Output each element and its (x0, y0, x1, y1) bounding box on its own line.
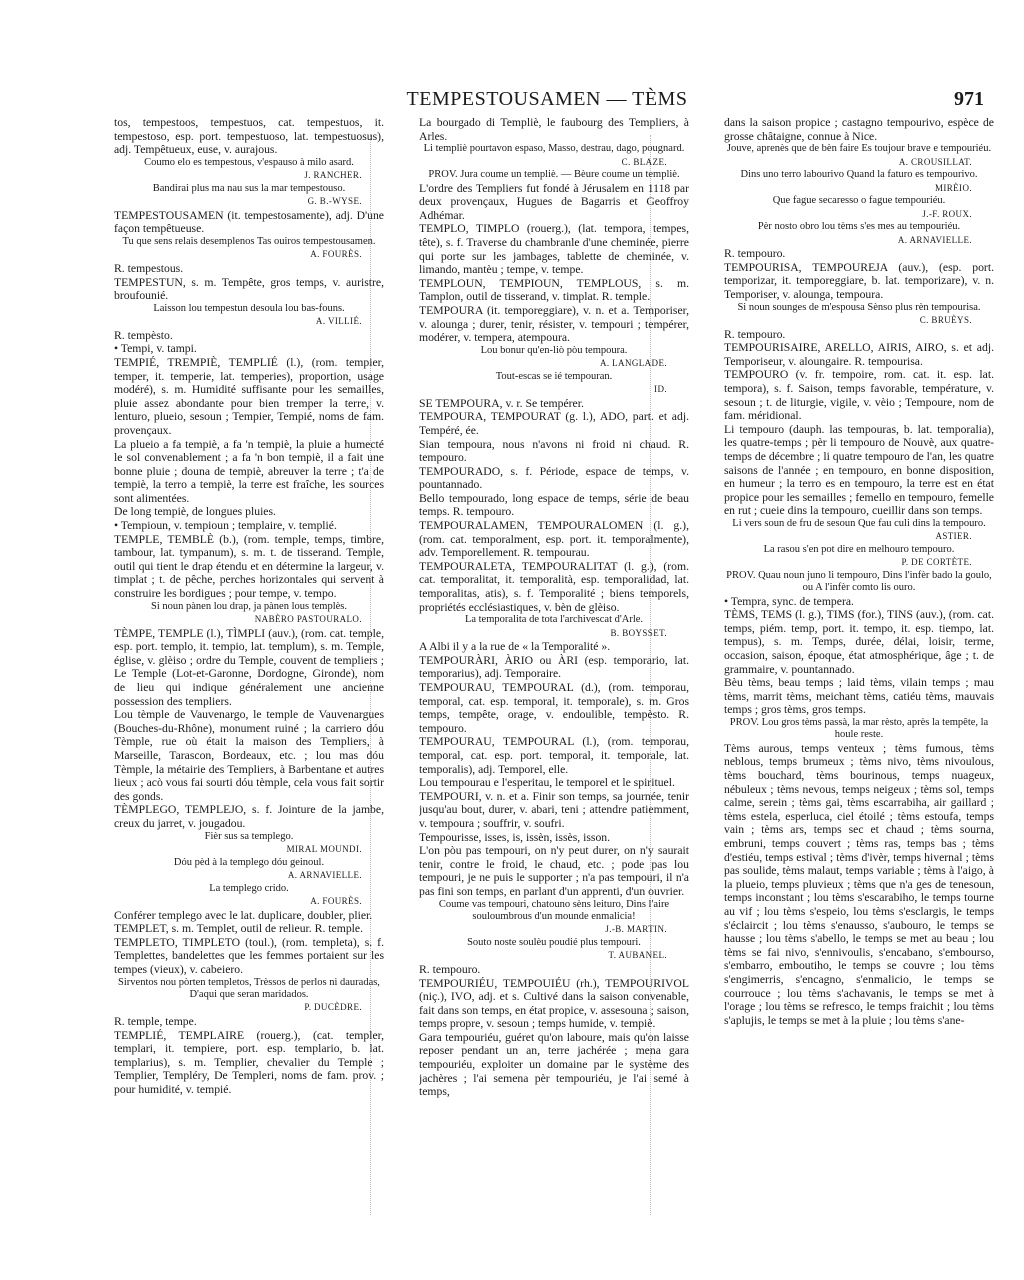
dictionary-entry: TÈMPLEGO, TEMPLEJO, s. f. Jointure de la jambe, creux du jarret, v. jougadou. (114, 803, 384, 830)
citation-author: ID. (654, 384, 667, 395)
citation: Tout-escas se ié tempouran. (495, 370, 613, 382)
dictionary-entry: R. temple, tempe. (114, 1014, 197, 1028)
citation-author: A. FOURÈS. (310, 249, 362, 260)
dictionary-entry: TEMPLET, s. m. Templet, outil de relieur. R. temple. (114, 922, 364, 936)
citation: Souto noste soulèu poudié plus tempouri. (467, 936, 641, 948)
citation-author: J.-F. ROUX. (922, 208, 972, 219)
citation: Dóu pèd à la templego dóu geinoul. (173, 856, 325, 868)
citation-author: B. BOYSSET. (610, 627, 667, 638)
dictionary-entry: Tèms aurous, temps venteux ; tèms fumous, tèms neblous, temps brumeux ; tèms nivo, tèms nivoulous, tèms bouchard, tèms bourinous, temps nuageux, nébuleux ; tèms nevous, temps neigeux ; tèms sol, temps calme, serein ; tèms gai, tèms escarrabiha, air gaillard ; tèms estela, esperluca, ciel étoilé ; tèms estoufa, temps vain ; tèms ars, temps sec et chaud ; tèms sourna, embruni, temps couvert ; tèms ras, temps bas ; tèms d'estiéu, temps estival ; tèms d'ivèr, temps hivernal ; tèms pas soulide, tèms malaut, temps variable ; tèms à l'aigo, à la plueio, temps pluvieux ; tèms que n'a ges de tenesoun, temps inconstant ; lou tèms s'escarabiho, le temps tourne au vif ; lou tèms s'espeio, lou tèms s'esclargis, le temps s'éclaircit ; lou tèms s'enausso, s'aubouro, le temps se hausse ; lou tèms s'abello, le temps se met au beau ; lou tèms se fai nivo, s'ennivoulis, s'encabano, s'embourso, s'embarro, emboutiho, le temps se couvre ; lou tèms s'engimerris, s'encagno, s'enmalicio, le temps se courrouce ; lou tèms s'achavanis, le temps se met à l'orage ; lou tèms se refresco, le temps fraichit ; lou tèms s'aplujis, le temps se met à la pluie ; lou tèms s'ane- (724, 741, 994, 1027)
citation: La temporalita de tota l'archivescat d'Arle. (464, 614, 644, 626)
dictionary-entry: R. tempèsto. (114, 328, 173, 342)
citation-author: C. BRUÈYS. (919, 314, 972, 325)
citation-author: A. ARNAVIELLE. (287, 869, 362, 880)
citation: Lou bonur qu'en-liò pòu tempoura. (480, 344, 628, 356)
dictionary-columns (114, 116, 994, 1236)
dictionary-entry: TEMPOURIÉU, TEMPOUIÉU (rh.), TEMPOURIVOL (niç.), IVO, adj. et s. Cultivé dans la saison convenable, fait dans son temps, en état propice, v. assesouna ; saison, temps propre, v. sesoun ; temps humide, v. tempiè. (419, 976, 689, 1031)
dictionary-entry: • Tempra, sync. de tempera. (724, 594, 854, 608)
dictionary-entry: dans la saison propice ; castagno tempourivo, espèce de grosse châtaigne, connue à Nice. (724, 116, 994, 143)
dictionary-entry: TEMPOURO (v. fr. tempoire, rom. cat. it. esp. lat. tempora), s. f. Saison, temps favorable, température, v. sesoun ; t. de liturgie, vigile, v. vèio ; Tempoure, nom de fam. méridional. (724, 368, 994, 423)
column-middle (419, 116, 689, 1236)
citation: Si noun sounges de m'espousa Sènso plus rèn tempourisa. (737, 301, 981, 313)
dictionary-entry: Bèu tèms, beau temps ; laid tèms, vilain temps ; mau tèms, marrit tèms, meichant tèms, catiéu tèms, mauvais temps ; gros tèms, gros temps. (724, 676, 994, 717)
dictionary-entry: TEMPOURISAIRE, ARELLO, AIRIS, AIRO, s. et adj. Temporiseur, v. aloungaire. R. tempourisa. (724, 341, 994, 368)
dictionary-entry: TÈMS, TEMS (l. g.), TIMS (for.), TINS (auv.), (rom. cat. temps, piém. temp, port. it. tempo, it. esp. tiempo, lat. tempus), s. m. Temps, durée, délai, loisir, terme, occasion, saison, époque, état atmosphérique, âge ; t. de grammaire, v. pountannado. (724, 608, 994, 676)
dictionary-entry: TEMPOURADO, s. f. Période, espace de temps, v. pountannado. (419, 464, 689, 492)
page-number: 971 (954, 88, 984, 110)
citation-author: A. CROUSILLAT. (898, 156, 972, 167)
dictionary-entry: • Tempioun, v. tempioun ; templaire, v. templié. (114, 519, 337, 533)
dictionary-entry: SE TEMPOURA, v. r. Se tempérer. (419, 396, 584, 410)
dictionary-entry: TEMPLO, TIMPLO (rouerg.), (lat. tempora, tempes, tête), s. f. Traverse du chambranle d'une cheminée, pierre qui porte sur les jambages, tablette de cheminée, v. limando, mantèu ; tempe, v. tempe. (419, 222, 689, 277)
citation: PROV. Jura coume un templiè. — Bèure coume un templiè. (428, 169, 680, 181)
citation: Si noun pànen lou drap, ja pànen lous templès. (151, 600, 347, 612)
dictionary-entry: TEMPESTOUSAMEN (it. tempestosamente), adj. D'une façon tempêtueuse. (114, 208, 384, 236)
dictionary-entry: Gara tempouriéu, guéret qu'on laboure, mais qu'on laisse reposer pendant un an, terre jachérée ; mena gara tempouriéu, exploiter un domaine par le système des jachères ; l'ai semena pèr tempouriéu, je l'ai semé à temps, (419, 1030, 689, 1099)
page-header (110, 88, 984, 114)
dictionary-entry: L'ordre des Templiers fut fondé à Jérusalem en 1118 par deux provençaux, Hugues de Bagarris et Geoffroy Adhémar. (419, 181, 689, 222)
dictionary-entry: TEMPLIÉ, TEMPLAIRE (rouerg.), (cat. templer, templari, it. tempiere, port. esp. templario, b. lat. templarius), s. m. Templier, chevalier du Temple ; Templier, Templéry, De Templeri, noms de fam. prov. ; pour humidité, v. tempié. (114, 1028, 384, 1096)
citation-author: P. DE CORTÈTE. (901, 557, 972, 568)
citation: Coume vas tempouri, chatouno sèns leituro, Dins l'aire souloumbrous d'un mounde enmalicia! (438, 898, 670, 922)
column-left (114, 116, 384, 1236)
citation: La templego crido. (209, 882, 289, 894)
dictionary-entry: TEMPOURA (it. temporeggiare), v. n. et a. Temporiser, v. alounga ; durer, tenir, résister, v. tempouri ; tempérer, modérer, v. tempera, atempoura. (419, 303, 689, 345)
citation: Bandirai plus ma nau sus la mar tempestouso. (152, 182, 346, 194)
dictionary-entry: De long tempiè, de longues pluies. (114, 505, 276, 519)
dictionary-entry: Conférer templego avec le lat. duplicare, doubler, plier. (114, 908, 373, 922)
dictionary-entry: Sian tempoura, nous n'avons ni froid ni chaud. R. tempouro. (419, 437, 689, 465)
running-title: TEMPESTOUSAMEN — TÈMS (406, 88, 688, 110)
citation-author: A. LANGLADE. (599, 358, 667, 369)
dictionary-entry: Li tempouro (dauph. las tempouras, b. lat. temporalia), les quatre-temps ; pèr li tempouro de Nouvè, aux quatre-temps de décembre ; li quatre tempouro de l'an, les quatre saisons de l'année ; en tempouro, en bonne disposition, en humeur ; la terro es en tempouro, la terre est en état propice pour les semailles ; femello en tempouro, femelle en rut ; cueie dins la tempouro, cueillir dans son temps. (724, 422, 994, 518)
dictionary-entry: R. tempestous. (114, 261, 184, 275)
citation-author: MIRAL MOUNDI. (286, 843, 362, 854)
citation: Dins uno terro labourivo Quand la faturo es tempourivo. (740, 169, 978, 181)
dictionary-entry: TEMPIÉ, TREMPIÈ, TEMPLIÉ (l.), (rom. tempier, temper, it. temperie, lat. temperies), proportion, usage modéré), s. m. Humidité suffisante pour les semailles, pluie assez abondante pour bien tremper la terre, v. lenturo, plueio, sesoun ; Tempier, Tempié, noms de fam. provençaux. (114, 355, 384, 437)
citation-author: NABÈRO PASTOURALO. (254, 614, 362, 625)
citation: Jouve, aprenès que de bèn faire Es toujour brave e tempouriéu. (726, 143, 992, 155)
citation: Laisson lou tempestun desoula lou bas-founs. (153, 302, 345, 314)
dictionary-entry: R. tempouro. (724, 247, 786, 261)
dictionary-entry: • Tempi, v. tampi. (114, 342, 197, 356)
dictionary-entry: Tempourisse, isses, is, issèn, issès, isson. (419, 830, 611, 844)
citation: PROV. Lou gros tèms passà, la mar rèsto, après la tempête, la houle reste. (729, 717, 989, 741)
citation-author: J.-B. MARTIN. (605, 924, 667, 935)
dictionary-entry: A Albi il y a la rue de « la Temporalité ». (419, 640, 611, 654)
dictionary-entry: Bello tempourado, long espace de temps, série de beau temps. R. tempouro. (419, 491, 689, 519)
citation: Tu que sens relais desemplenos Tas ouiros tempestousamen. (122, 235, 376, 247)
dictionary-entry: TEMPOURI, v. n. et a. Finir son temps, sa journée, tenir jusqu'au bout, durer, v. abari, teni ; attendre patiemment, v. tempoura ; souffrir, v. soufri. (419, 789, 689, 830)
dictionary-entry: TEMPOURISA, TEMPOUREJA (auv.), (esp. port. temporizar, it. temporeggiare, b. lat. temporizare), v. n. Temporiser, v. alounga, tempoura. (724, 260, 994, 301)
dictionary-entry: R. tempouro. (419, 962, 481, 976)
citation: Fièr sus sa templego. (204, 830, 294, 842)
dictionary-entry: La bourgado di Templiè, le faubourg des Templiers, à Arles. (419, 116, 689, 143)
dictionary-entry: TEMPLE, TEMBLÈ (b.), (rom. temple, temps, timbre, tambour, lat. tympanum), s. m. t. de tisserand. Temple, outil qui tient le drap étendu et en détermine la largeur, v. timplat ; t. de pêche, perches horizontales qui servent à construire les bordigues ; pour tempe, v. tempo. (114, 532, 384, 601)
citation-author: A. ARNAVIELLE. (897, 234, 972, 245)
dictionary-entry: Lou tèmple de Vauvenargo, le temple de Vauvenargues (Bouches-du-Rhône), monument ruiné ; la carriero dóu Tèmple, rue où était la maison des Templiers, à Marseille, Tarascon, Bordeaux, etc. ; lou mas dóu Tèmple, la métairie des Templiers, à Barbentane et autres lieux ; acò vous fai sourti dóu tèmple, cela vous fait sortir des gonds. (114, 708, 384, 803)
dictionary-entry: TEMPOURAU, TEMPOURAL (l.), (rom. temporau, temporal, cat. esp. port. temporal, it. temporale, lat. temporalis), adj. Temporel, elle. (419, 735, 689, 776)
citation: PROV. Quau noun juno li tempouro, Dins l'infèr bado la goulo, ou A l'infèr comto lis ouro. (726, 569, 992, 594)
citation-author: C. BLAZE. (621, 156, 667, 167)
dictionary-entry: TEMPOURA, TEMPOURAT (g. l.), ADO, part. et adj. Tempéré, ée. (419, 410, 689, 437)
column-right (724, 116, 994, 1236)
citation-author: G. B.-WYSE. (307, 196, 362, 207)
dictionary-entry: TEMPOURAU, TEMPOURAL (d.), (rom. temporau, temporal, cat. esp. temporal, it. temporale), s. m. Gros temps, tempête, orage, v. endoulible, tempèsto. R. tempouro. (419, 681, 689, 735)
dictionary-entry: TEMPOURALAMEN, TEMPOURALOMEN (l. g.), (rom. cat. temporalment, esp. port. it. temporalmente), adv. Temporellement. R. tempourau. (419, 519, 689, 560)
citation-author: A. VILLIÉ. (315, 316, 362, 327)
dictionary-entry: Lou tempourau e l'esperitau, le temporel et le spirituel. (419, 776, 675, 790)
dictionary-entry: TEMPOURALETA, TEMPOURALITAT (l. g.), (rom. cat. temporalitat, it. temporalità, esp. temporalidad, lat. temporalitas, atis), s. f. Temporalité ; biens temporels, propriétés ecclésiastiques, v. bèn de glèiso. (419, 559, 689, 614)
citation: Pèr nosto obro lou tèms s'es mes au tempouriéu. (757, 221, 961, 233)
dictionary-entry: tos, tempestoos, tempestuos, cat. tempestuos, it. tempestoso, esp. port. tempestuoso, lat. tempestuosus), adj. Tempêtueux, euse, v. aurajous. (114, 116, 384, 157)
citation: Que fague secaresso o fague tempouriéu. (772, 195, 946, 207)
citation-author: J. RANCHER. (304, 170, 362, 181)
citation-author: A. FOURÈS. (310, 895, 362, 906)
dictionary-entry: TEMPLETO, TIMPLETO (toul.), (rom. templeta), s. f. Templettes, bandelettes que les femmes portaient sur les tempes (vieux), v. cabeiero. (114, 935, 384, 976)
citation-author: MIRÈIO. (934, 182, 972, 193)
dictionary-entry: TEMPESTUN, s. m. Tempête, gros temps, v. auristre, broufounié. (114, 275, 384, 303)
citation: Li vers soun de fru de sesoun Que fau culi dins la tempouro. (732, 517, 986, 529)
dictionary-entry: L'on pòu pas tempouri, on n'y peut durer, on n'y saurait tenir, contre le froid, le chaud, etc. ; pode pas lou tempouri, je ne puis le supporter ; n'a pas tempouri, il n'a pas fini son temps, en parlant d'un apprenti, d'un ouvrier. (419, 844, 689, 898)
dictionary-entry: R. tempouro. (724, 327, 786, 341)
citation: Sirventos nou pòrten templetos, Trèssos de perlos ni dauradas, D'aqui que seran maridados. (118, 976, 380, 1000)
dictionary-entry: La plueio a fa tempiè, a fa 'n tempiè, la pluie a humecté le sol convenablement ; a fa 'n bon tempiè, il a fait une bonne pluie ; douna de tempiè, abreuver la terre ; t'a de tempiè, la terro a tempiè, la terre est fraîche, les sources sont alimentées. (114, 437, 384, 505)
citation: Li templiè pourtavon espaso, Masso, destrau, dago, pougnard. (423, 143, 685, 155)
dictionary-entry: TÈMPE, TEMPLE (l.), TÌMPLI (auv.), (rom. cat. temple, esp. port. templo, it. tempio, lat. templum), s. m. Temple, église, v. glèiso ; ordre du Temple, couvent de templiers ; Le Temple (Lot-et-Garonne, Dordogne, Gironde), nom de lieu qui indique généralement une ancienne possession des templiers. (114, 626, 384, 708)
citation-author: P. DUCÈDRE. (304, 1002, 362, 1013)
citation: Coumo elo es tempestous, v'espauso à milo asard. (144, 156, 354, 168)
citation: La rasou s'en pot dire en melhouro tempouro. (763, 543, 955, 555)
dictionary-entry: TEMPLOUN, TEMPIOUN, TEMPLOUS, s. m. Tamplon, outil de tisserand, v. timplat. R. temple. (419, 276, 689, 304)
citation-author: ASTIER. (935, 531, 972, 542)
dictionary-entry: TEMPOURÀRI, ÀRIO ou ÀRI (esp. temporario, lat. temporarius), adj. Temporaire. (419, 653, 689, 681)
citation-author: T. AUBANEL. (608, 950, 667, 961)
